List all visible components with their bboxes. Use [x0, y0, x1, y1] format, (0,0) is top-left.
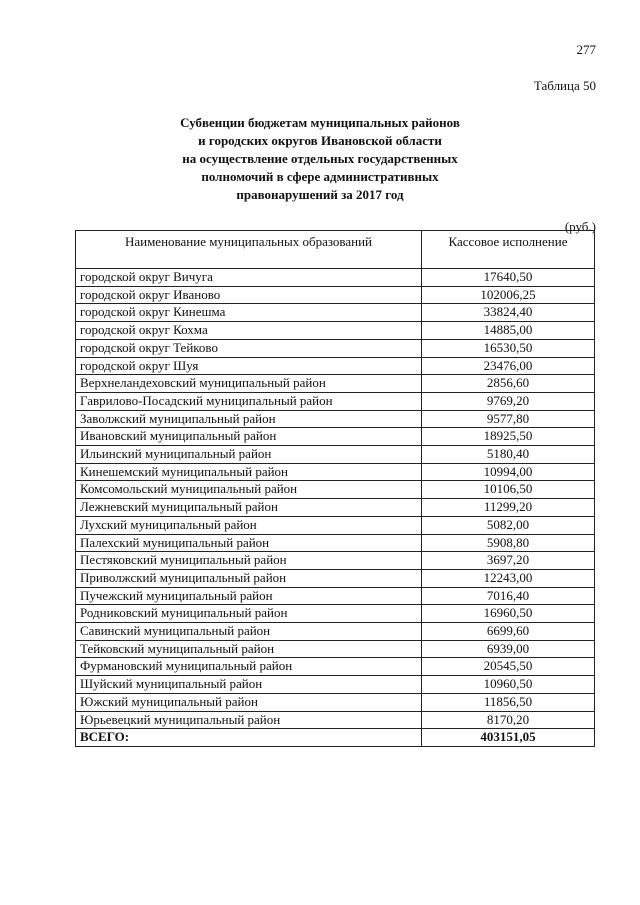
row-amount-cell: 3697,20	[422, 552, 595, 570]
row-amount-cell: 16530,50	[422, 339, 595, 357]
page-number: 277	[576, 42, 596, 57]
row-amount-cell: 11299,20	[422, 499, 595, 517]
column-header-name: Наименование муниципальных образований	[76, 231, 422, 269]
row-name-cell: Приволжский муниципальный район	[76, 569, 422, 587]
table-row	[76, 339, 595, 357]
table-row	[76, 499, 595, 517]
row-amount-cell: 16960,50	[422, 605, 595, 623]
row-name-cell: Родниковский муниципальный район	[76, 605, 422, 623]
row-name-cell: Тейковский муниципальный район	[76, 640, 422, 658]
row-amount-cell: 5908,80	[422, 534, 595, 552]
title-line: Субвенции бюджетам муниципальных районов	[180, 115, 460, 130]
row-name-cell: городской округ Кинешма	[76, 304, 422, 322]
row-amount-cell: 12243,00	[422, 569, 595, 587]
row-amount-cell: 8170,20	[422, 711, 595, 729]
table-row	[76, 640, 595, 658]
currency-unit: (руб.)	[564, 219, 596, 234]
table-row	[76, 410, 595, 428]
row-name-cell: Ивановский муниципальный район	[76, 428, 422, 446]
title-line: правонарушений за 2017 год	[236, 187, 404, 202]
row-name-cell: Пучежский муниципальный район	[76, 587, 422, 605]
row-amount-cell: 5082,00	[422, 516, 595, 534]
table-row	[76, 711, 595, 729]
row-amount-cell: 33824,40	[422, 304, 595, 322]
table-number: Таблица 50	[533, 78, 596, 93]
title-line: полномочий в сфере административных	[201, 169, 439, 184]
row-amount-cell: 18925,50	[422, 428, 595, 446]
table-row	[76, 304, 595, 322]
row-amount-cell: 2856,60	[422, 375, 595, 393]
table-row	[76, 392, 595, 410]
row-name-cell: городской округ Тейково	[76, 339, 422, 357]
row-name-cell: Ильинский муниципальный район	[76, 446, 422, 464]
row-amount-cell: 5180,40	[422, 446, 595, 464]
table-row	[76, 676, 595, 694]
total-row	[76, 729, 595, 747]
row-name-cell: Пестяковский муниципальный район	[76, 552, 422, 570]
table-row	[76, 428, 595, 446]
row-name-cell: Фурмановский муниципальный район	[76, 658, 422, 676]
row-name-cell: городской округ Шуя	[76, 357, 422, 375]
column-header-amount: Кассовое исполнение	[422, 231, 595, 269]
title-line: и городских округов Ивановской области	[198, 133, 442, 148]
row-amount-cell: 6939,00	[422, 640, 595, 658]
row-name-cell: Юрьевецкий муниципальный район	[76, 711, 422, 729]
table-row	[76, 375, 595, 393]
table-row	[76, 286, 595, 304]
table-row	[76, 269, 595, 287]
row-amount-cell: 9769,20	[422, 392, 595, 410]
table-row	[76, 322, 595, 340]
row-amount-cell: 102006,25	[422, 286, 595, 304]
row-name-cell: Шуйский муниципальный район	[76, 676, 422, 694]
table-row	[76, 463, 595, 481]
row-name-cell: Южский муниципальный район	[76, 693, 422, 711]
table-row	[76, 516, 595, 534]
subventions-table	[75, 230, 595, 747]
row-name-cell: Палехский муниципальный район	[76, 534, 422, 552]
row-name-cell: городской округ Вичуга	[76, 269, 422, 287]
table-row	[76, 357, 595, 375]
table-row	[76, 446, 595, 464]
row-amount-cell: 7016,40	[422, 587, 595, 605]
row-name-cell: Заволжский муниципальный район	[76, 410, 422, 428]
row-amount-cell: 10994,00	[422, 463, 595, 481]
table-header-row	[76, 231, 595, 269]
row-amount-cell: 17640,50	[422, 269, 595, 287]
table-body	[76, 269, 595, 747]
row-amount-cell: 14885,00	[422, 322, 595, 340]
total-amount-cell: 403151,05	[422, 729, 595, 747]
table-row	[76, 693, 595, 711]
row-name-cell: Комсомольский муниципальный район	[76, 481, 422, 499]
row-name-cell: Лухский муниципальный район	[76, 516, 422, 534]
table-row	[76, 481, 595, 499]
row-amount-cell: 10960,50	[422, 676, 595, 694]
table-row	[76, 569, 595, 587]
table-row	[76, 605, 595, 623]
row-amount-cell: 6699,60	[422, 623, 595, 641]
row-amount-cell: 10106,50	[422, 481, 595, 499]
document-title	[0, 114, 640, 204]
row-amount-cell: 23476,00	[422, 357, 595, 375]
row-name-cell: городской округ Иваново	[76, 286, 422, 304]
row-name-cell: Верхнеландеховский муниципальный район	[76, 375, 422, 393]
table-row	[76, 623, 595, 641]
table-row	[76, 658, 595, 676]
row-name-cell: Гаврилово-Посадский муниципальный район	[76, 392, 422, 410]
row-amount-cell: 11856,50	[422, 693, 595, 711]
table-row	[76, 534, 595, 552]
title-line: на осуществление отдельных государственных	[182, 151, 458, 166]
row-name-cell: городской округ Кохма	[76, 322, 422, 340]
row-amount-cell: 20545,50	[422, 658, 595, 676]
table-row	[76, 587, 595, 605]
table-row	[76, 552, 595, 570]
row-name-cell: Лежневский муниципальный район	[76, 499, 422, 517]
row-amount-cell: 9577,80	[422, 410, 595, 428]
total-label-cell: ВСЕГО:	[76, 729, 422, 747]
row-name-cell: Савинский муниципальный район	[76, 623, 422, 641]
row-name-cell: Кинешемский муниципальный район	[76, 463, 422, 481]
